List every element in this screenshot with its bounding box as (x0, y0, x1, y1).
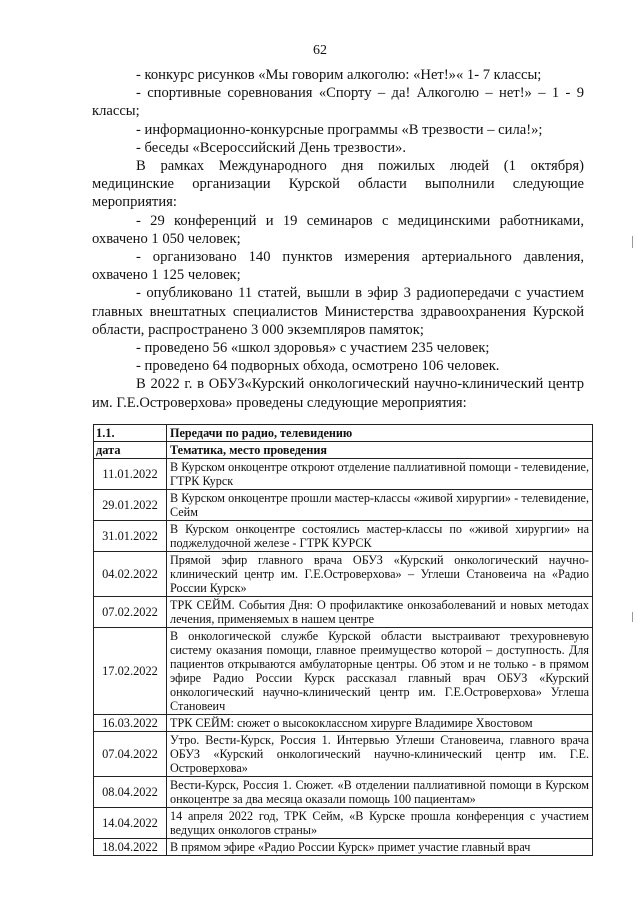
column-header-date: дата (94, 442, 167, 459)
row-topic: В прямом эфире «Радио России Курск» примет участие главный врач (167, 839, 593, 856)
row-date: 18.04.2022 (94, 839, 167, 856)
table-row (94, 521, 593, 552)
events-table (93, 424, 593, 856)
row-date: 08.04.2022 (94, 777, 167, 808)
section-title: Передачи по радио, телевидению (167, 425, 593, 442)
row-topic: В Курском онкоцентре состоялись мастер-классы по «живой хирургии» на поджелудочной железе - ГТРК КУРСК (167, 521, 593, 552)
paragraph: В рамках Международного дня пожилых людей (1 октября) медицинские организации Курской области выполнили следующие мероприятия: (92, 158, 584, 211)
paragraph: - информационно-конкурсные программы «В трезвости – сила!»; (136, 121, 543, 138)
paragraph: - опубликовано 11 статей, вышли в эфир 3 радиопередачи с участием главных внештатных специалистов Министерства здравоохранения Курской области, распространено 3 000 экземпляров памяток; (92, 285, 584, 338)
row-date: 07.02.2022 (94, 597, 167, 628)
row-topic: В Курском онкоцентре откроют отделение паллиативной помощи - телевидение, ГТРК Курск (167, 459, 593, 490)
row-date: 16.03.2022 (94, 715, 167, 732)
row-topic: В онкологической службе Курской области выстраивают трехуровневую систему оказания помощи, главное преимущество которой – доступность. Для пациентов открываются амбулаторные центры. Об этом и не только - в прямом эфире Радио России Курск рассказал главный врач ОБУЗ «Курский онкологический научно-клинический центр им. Г.Е.Островерхова» Углеша Становеич (167, 628, 593, 715)
column-header-topic: Тематика, место проведения (167, 442, 593, 459)
paragraph: - проведено 56 «школ здоровья» с участием 235 человек; (136, 340, 490, 357)
table-row (94, 490, 593, 521)
row-date: 07.04.2022 (94, 732, 167, 777)
paragraph: - конкурс рисунков «Мы говорим алкоголю: «Нет!»« 1- 7 классы; (136, 67, 542, 83)
row-date: 17.02.2022 (94, 628, 167, 715)
paragraph: - организовано 140 пунктов измерения артериального давления, охвачено 1 125 человек; (92, 249, 584, 284)
table-row (94, 552, 593, 597)
row-topic: Вести-Курск, Россия 1. Сюжет. «В отделении паллиативной помощи в Курском онкоцентре за два месяца оказали помощь 100 пациентам» (167, 777, 593, 808)
paragraph: В 2022 г. в ОБУЗ«Курский онкологический научно-клинический центр им. Г.Е.Островерхова» проведены следующие мероприятия: (92, 376, 584, 411)
paragraph: - проведено 64 подворных обхода, осмотрено 106 человек. (136, 358, 500, 375)
table-row (94, 732, 593, 777)
row-topic: ТРК СЕЙМ: сюжет о высококлассном хирурге Владимире Хвостовом (167, 715, 593, 732)
section-number: 1.1. (94, 425, 167, 442)
row-topic: В Курском онкоцентре прошли мастер-классы «живой хирургии» - телевидение, Сейм (167, 490, 593, 521)
row-date: 14.04.2022 (94, 808, 167, 839)
table-section-row (94, 425, 593, 442)
table-row (94, 808, 593, 839)
table-row (94, 715, 593, 732)
table-row (94, 628, 593, 715)
row-date: 11.01.2022 (94, 459, 167, 490)
scan-mark (632, 236, 633, 248)
page-number: 62 (313, 43, 327, 58)
table-row (94, 597, 593, 628)
row-date: 29.01.2022 (94, 490, 167, 521)
scan-mark (632, 612, 633, 622)
row-topic: 14 апреля 2022 год, ТРК Сейм, «В Курске прошла конференция с участием ведущих онкологов страны» (167, 808, 593, 839)
row-date: 04.02.2022 (94, 552, 167, 597)
paragraph: - спортивные соревнования «Спорту – да! Алкоголю – нет!» – 1 - 9 классы; (92, 85, 584, 120)
row-topic: Прямой эфир главного врача ОБУЗ «Курский онкологический научно-клинический центр им. Г.Е.Островерхова» – Углеши Становеича на «Радио России Курск» (167, 552, 593, 597)
table-row (94, 777, 593, 808)
table-row (94, 459, 593, 490)
body-text (92, 66, 584, 412)
row-date: 31.01.2022 (94, 521, 167, 552)
table-header-row (94, 442, 593, 459)
paragraph: - беседы «Всероссийский День трезвости». (136, 139, 406, 156)
paragraph: - 29 конференций и 19 семинаров с медицинскими работниками, охвачено 1 050 человек; (92, 212, 584, 247)
table-row (94, 839, 593, 856)
row-topic: ТРК СЕЙМ. События Дня: О профилактике онкозаболеваний и новых методах лечения, применяемых в нашем центре (167, 597, 593, 628)
row-topic: Утро. Вести-Курск, Россия 1. Интервью Углеши Становеича, главного врача ОБУЗ «Курский онкологический научно-клинический центр им. Г.Е. Островерхова» (167, 732, 593, 777)
